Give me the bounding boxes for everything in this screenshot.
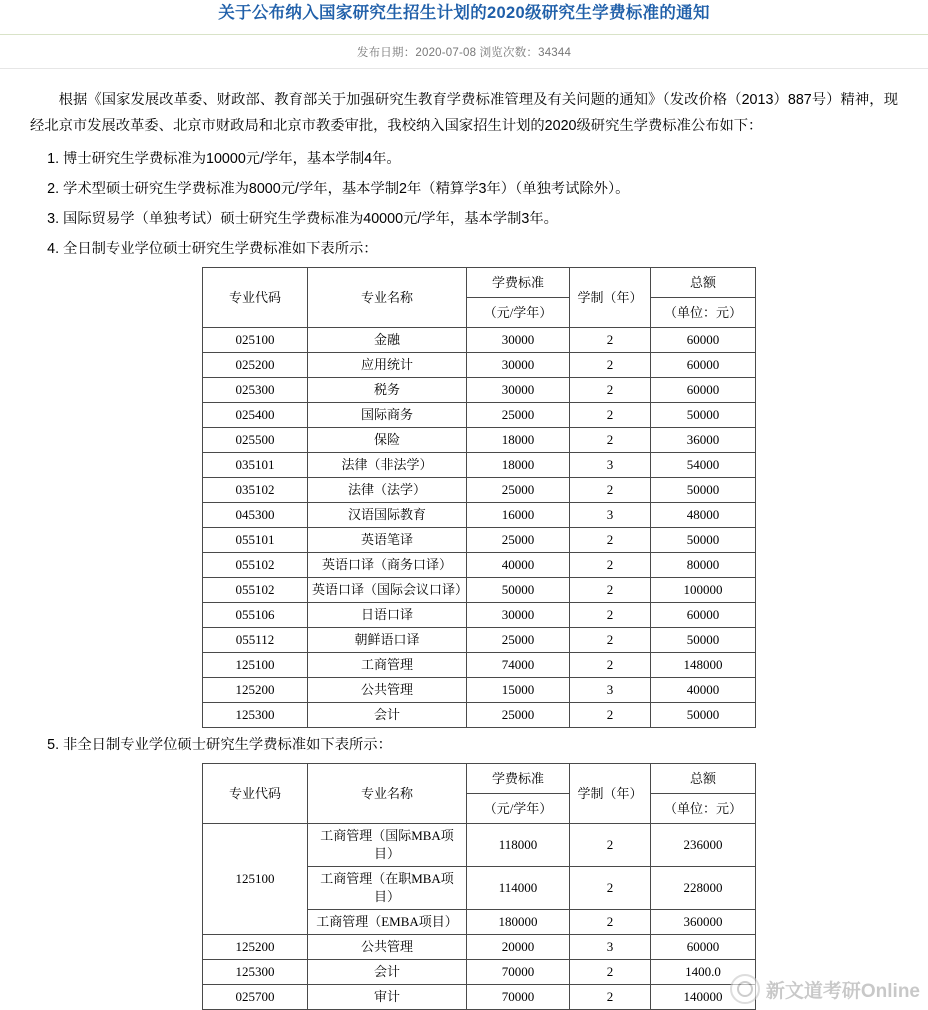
cell-years: 2	[570, 653, 651, 678]
table-row	[203, 378, 756, 403]
cell-name: 英语口译（国际会议口译）	[308, 578, 467, 603]
cell-total: 60000	[651, 328, 756, 353]
cell-total: 50000	[651, 478, 756, 503]
cell-code: 055102	[203, 578, 308, 603]
cell-code: 055106	[203, 603, 308, 628]
publish-meta: 发布日期：2020-07-08 浏览次数：34344	[356, 47, 572, 59]
cell-fee: 16000	[467, 503, 570, 528]
column-header-fee: 学费标准	[467, 764, 570, 794]
table-row	[203, 703, 756, 728]
cell-total: 50000	[651, 528, 756, 553]
cell-total: 36000	[651, 428, 756, 453]
cell-fee: 25000	[467, 478, 570, 503]
cell-years: 2	[570, 578, 651, 603]
cell-code: 125200	[203, 935, 308, 960]
cell-code: 125200	[203, 678, 308, 703]
cell-years: 3	[570, 453, 651, 478]
cell-fee: 118000	[467, 824, 570, 867]
cell-name: 国际商务	[308, 403, 467, 428]
table-row	[203, 328, 756, 353]
cell-years: 2	[570, 703, 651, 728]
list-item: 1. 博士研究生学费标准为10000元/学年，基本学制4年。	[47, 151, 401, 167]
cell-total: 50000	[651, 403, 756, 428]
cell-fee: 70000	[467, 985, 570, 1010]
table-header-row	[203, 268, 756, 298]
cell-total: 228000	[651, 867, 756, 910]
cell-years: 2	[570, 867, 651, 910]
cell-years: 2	[570, 628, 651, 653]
cell-fee: 20000	[467, 935, 570, 960]
cell-code: 125100	[203, 824, 308, 935]
cell-fee: 40000	[467, 553, 570, 578]
cell-years: 2	[570, 985, 651, 1010]
table-row	[203, 653, 756, 678]
cell-name: 金融	[308, 328, 467, 353]
cell-total: 60000	[651, 353, 756, 378]
table-row	[203, 960, 756, 985]
cell-name: 会计	[308, 703, 467, 728]
cell-code: 055101	[203, 528, 308, 553]
table-row	[203, 528, 756, 553]
title-bar	[0, 0, 928, 35]
column-header-name: 专业名称	[308, 268, 467, 328]
cell-fee: 114000	[467, 867, 570, 910]
cell-years: 2	[570, 328, 651, 353]
watermark	[730, 974, 920, 1004]
column-header-fee-unit: （元/学年）	[467, 794, 570, 824]
cell-code: 025100	[203, 328, 308, 353]
column-header-fee: 学费标准	[467, 268, 570, 298]
cell-fee: 30000	[467, 353, 570, 378]
intro-paragraph: 根据《国家发展改革委、财政部、教育部关于加强研究生教育学费标准管理及有关问题的通知》（发改价格（2013）887号）精神，现经北京市发展改革委、北京市财政局和北京市教委审批，我校纳入国家招生计划的2020级研究生学费标准公布如下：	[30, 92, 898, 134]
cell-years: 3	[570, 935, 651, 960]
cell-total: 50000	[651, 628, 756, 653]
cell-total: 1400.0	[651, 960, 756, 985]
cell-total: 60000	[651, 378, 756, 403]
fulltime-fee-table	[202, 267, 756, 728]
cell-name: 工商管理（国际MBA项目）	[308, 824, 467, 867]
cell-fee: 25000	[467, 528, 570, 553]
watermark-text: 新文道考研Online	[765, 980, 920, 1002]
cell-years: 3	[570, 503, 651, 528]
table-row	[203, 353, 756, 378]
cell-code: 125300	[203, 703, 308, 728]
cell-code: 025400	[203, 403, 308, 428]
cell-total: 100000	[651, 578, 756, 603]
table-row	[203, 478, 756, 503]
cell-code: 025700	[203, 985, 308, 1010]
cell-code: 125300	[203, 960, 308, 985]
cell-code: 025300	[203, 378, 308, 403]
cell-code: 035102	[203, 478, 308, 503]
cell-years: 2	[570, 910, 651, 935]
table-row	[203, 503, 756, 528]
table-row	[203, 935, 756, 960]
cell-total: 80000	[651, 553, 756, 578]
column-header-code: 专业代码	[203, 268, 308, 328]
list-item: 3. 国际贸易学（单独考试）硕士研究生学费标准为40000元/学年，基本学制3年。	[47, 211, 558, 227]
cell-years: 2	[570, 353, 651, 378]
cell-name: 公共管理	[308, 678, 467, 703]
cell-name: 应用统计	[308, 353, 467, 378]
cell-fee: 180000	[467, 910, 570, 935]
cell-name: 公共管理	[308, 935, 467, 960]
cell-fee: 15000	[467, 678, 570, 703]
cell-name: 英语笔译	[308, 528, 467, 553]
cell-years: 2	[570, 824, 651, 867]
cell-years: 2	[570, 378, 651, 403]
cell-total: 60000	[651, 603, 756, 628]
cell-name: 会计	[308, 960, 467, 985]
cell-years: 2	[570, 528, 651, 553]
cell-fee: 74000	[467, 653, 570, 678]
column-header-total: 总额	[651, 764, 756, 794]
cell-total: 60000	[651, 935, 756, 960]
column-header-total: 总额	[651, 268, 756, 298]
table-row	[203, 553, 756, 578]
cell-total: 48000	[651, 503, 756, 528]
cell-name: 工商管理	[308, 653, 467, 678]
list-item: 5. 非全日制专业学位硕士研究生学费标准如下表所示：	[47, 737, 392, 753]
cell-fee: 50000	[467, 578, 570, 603]
parttime-fee-table	[202, 763, 756, 1010]
table-row	[203, 578, 756, 603]
cell-code: 025500	[203, 428, 308, 453]
cell-total: 360000	[651, 910, 756, 935]
cell-fee: 30000	[467, 603, 570, 628]
cell-fee: 70000	[467, 960, 570, 985]
cell-total: 148000	[651, 653, 756, 678]
cell-name: 法律（非法学）	[308, 453, 467, 478]
column-header-name: 专业名称	[308, 764, 467, 824]
cell-years: 2	[570, 603, 651, 628]
table-row	[203, 824, 756, 867]
cell-code: 025200	[203, 353, 308, 378]
cell-fee: 18000	[467, 453, 570, 478]
cell-name: 工商管理（EMBA项目）	[308, 910, 467, 935]
column-header-years: 学制（年）	[570, 764, 651, 824]
cell-fee: 30000	[467, 328, 570, 353]
cell-name: 日语口译	[308, 603, 467, 628]
table-row	[203, 428, 756, 453]
cell-years: 2	[570, 960, 651, 985]
cell-total: 236000	[651, 824, 756, 867]
column-header-total-unit: （单位：元）	[651, 298, 756, 328]
table-row	[203, 985, 756, 1010]
table-row	[203, 678, 756, 703]
cell-name: 审计	[308, 985, 467, 1010]
cell-years: 2	[570, 553, 651, 578]
table-row	[203, 603, 756, 628]
cell-name: 法律（法学）	[308, 478, 467, 503]
cell-total: 140000	[651, 985, 756, 1010]
cell-years: 2	[570, 478, 651, 503]
cell-name: 税务	[308, 378, 467, 403]
cell-name: 汉语国际教育	[308, 503, 467, 528]
document-body	[0, 69, 928, 1010]
cell-fee: 25000	[467, 703, 570, 728]
page-title: 关于公布纳入国家研究生招生计划的2020级研究生学费标准的通知	[218, 4, 710, 22]
cell-code: 035101	[203, 453, 308, 478]
table-row	[203, 403, 756, 428]
cell-total: 54000	[651, 453, 756, 478]
cell-fee: 30000	[467, 378, 570, 403]
cell-fee: 25000	[467, 628, 570, 653]
cell-fee: 18000	[467, 428, 570, 453]
cell-total: 50000	[651, 703, 756, 728]
cell-name: 朝鲜语口译	[308, 628, 467, 653]
cell-name: 英语口译（商务口译）	[308, 553, 467, 578]
column-header-years: 学制（年）	[570, 268, 651, 328]
cell-years: 2	[570, 428, 651, 453]
logo-icon	[730, 974, 760, 1004]
column-header-code: 专业代码	[203, 764, 308, 824]
cell-total: 40000	[651, 678, 756, 703]
cell-name: 保险	[308, 428, 467, 453]
cell-name: 工商管理（在职MBA项目）	[308, 867, 467, 910]
cell-code: 045300	[203, 503, 308, 528]
cell-years: 2	[570, 403, 651, 428]
table-row	[203, 453, 756, 478]
list-item: 2. 学术型硕士研究生学费标准为8000元/学年，基本学制2年（精算学3年）（单独考试除外）。	[47, 181, 630, 197]
column-header-total-unit: （单位：元）	[651, 794, 756, 824]
cell-code: 055112	[203, 628, 308, 653]
cell-years: 3	[570, 678, 651, 703]
cell-code: 125100	[203, 653, 308, 678]
cell-fee: 25000	[467, 403, 570, 428]
table-header-row	[203, 764, 756, 794]
list-item: 4. 全日制专业学位硕士研究生学费标准如下表所示：	[47, 241, 378, 257]
column-header-fee-unit: （元/学年）	[467, 298, 570, 328]
cell-code: 055102	[203, 553, 308, 578]
table-row	[203, 628, 756, 653]
